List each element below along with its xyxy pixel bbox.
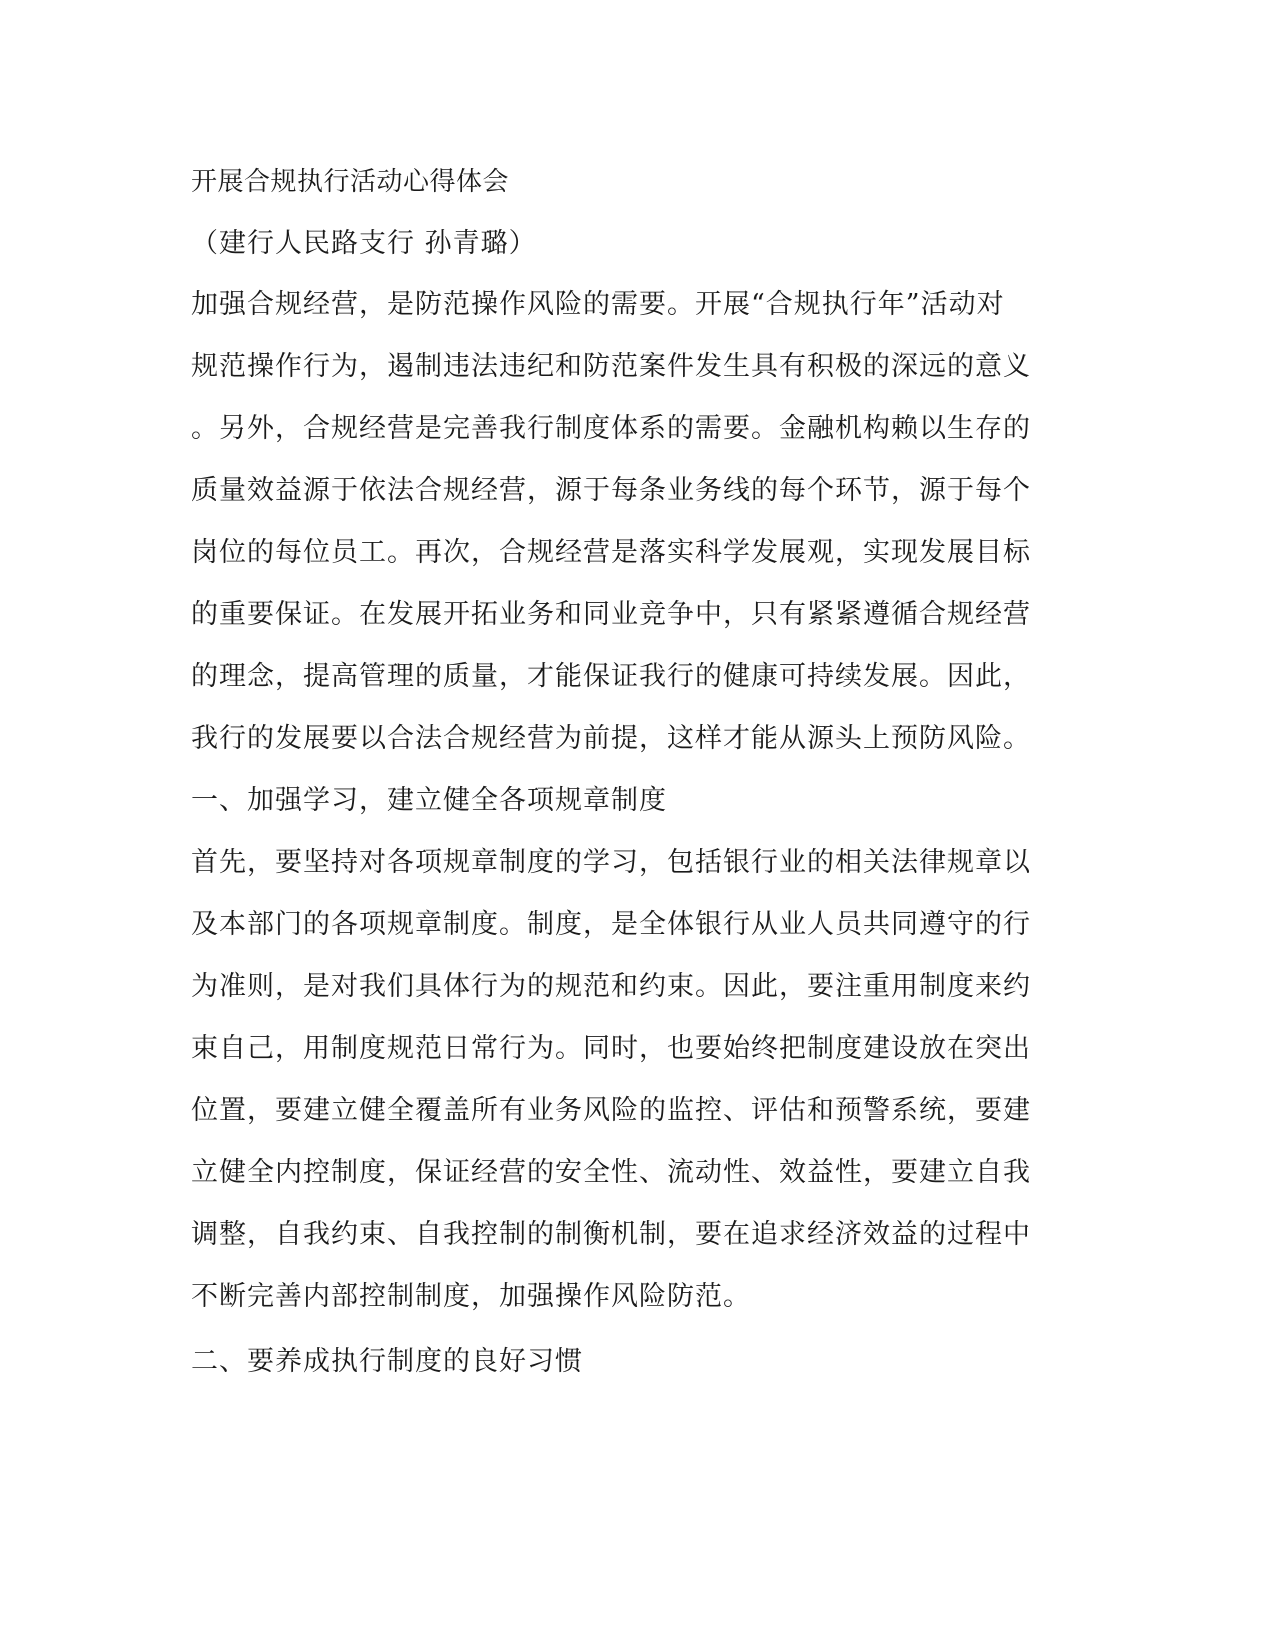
paragraph-line: 的理念，提高管理的质量，才能保证我行的健康可持续发展。因此， bbox=[191, 661, 1031, 692]
paragraph-line: 不断完善内部控制制度，加强操作风险防范。 bbox=[191, 1281, 751, 1312]
paragraph-line: 位置，要建立健全覆盖所有业务风险的监控、评估和预警系统，要建 bbox=[191, 1095, 1031, 1126]
section-heading-2: 二、要养成执行制度的良好习惯 bbox=[191, 1346, 583, 1377]
paragraph-line: 立健全内控制度，保证经营的安全性、流动性、效益性，要建立自我 bbox=[191, 1157, 1031, 1188]
paragraph-line: 我行的发展要以合法合规经营为前提，这样才能从源头上预防风险。 bbox=[191, 723, 1031, 754]
paragraph-line: 首先，要坚持对各项规章制度的学习，包括银行业的相关法律规章以 bbox=[191, 847, 1031, 878]
document-title: 开展合规执行活动心得体会 bbox=[191, 167, 510, 197]
paragraph-line: 束自己，用制度规范日常行为。同时，也要始终把制度建设放在突出 bbox=[191, 1033, 1031, 1064]
paragraph-line: 岗位的每位员工。再次，合规经营是落实科学发展观，实现发展目标 bbox=[191, 537, 1031, 568]
author-line: （建行人民路支行 孙青璐） bbox=[191, 228, 537, 259]
section-heading-1: 一、加强学习，建立健全各项规章制度 bbox=[191, 785, 667, 816]
paragraph-line: 及本部门的各项规章制度。制度，是全体银行从业人员共同遵守的行 bbox=[191, 909, 1031, 940]
paragraph-line: 规范操作行为，遏制违法违纪和防范案件发生具有积极的深远的意义 bbox=[191, 351, 1031, 382]
paragraph-line: 的重要保证。在发展开拓业务和同业竞争中，只有紧紧遵循合规经营 bbox=[191, 599, 1031, 630]
paragraph-line: 为准则，是对我们具体行为的规范和约束。因此，要注重用制度来约 bbox=[191, 971, 1031, 1002]
paragraph-line: 加强合规经营，是防范操作风险的需要。开展“合规执行年”活动对 bbox=[191, 289, 1005, 320]
paragraph-line: 质量效益源于依法合规经营，源于每条业务线的每个环节，源于每个 bbox=[191, 475, 1031, 506]
paragraph-line: 。另外，合规经营是完善我行制度体系的需要。金融机构赖以生存的 bbox=[191, 413, 1031, 444]
paragraph-line: 调整，自我约束、自我控制的制衡机制，要在追求经济效益的过程中 bbox=[191, 1219, 1031, 1250]
